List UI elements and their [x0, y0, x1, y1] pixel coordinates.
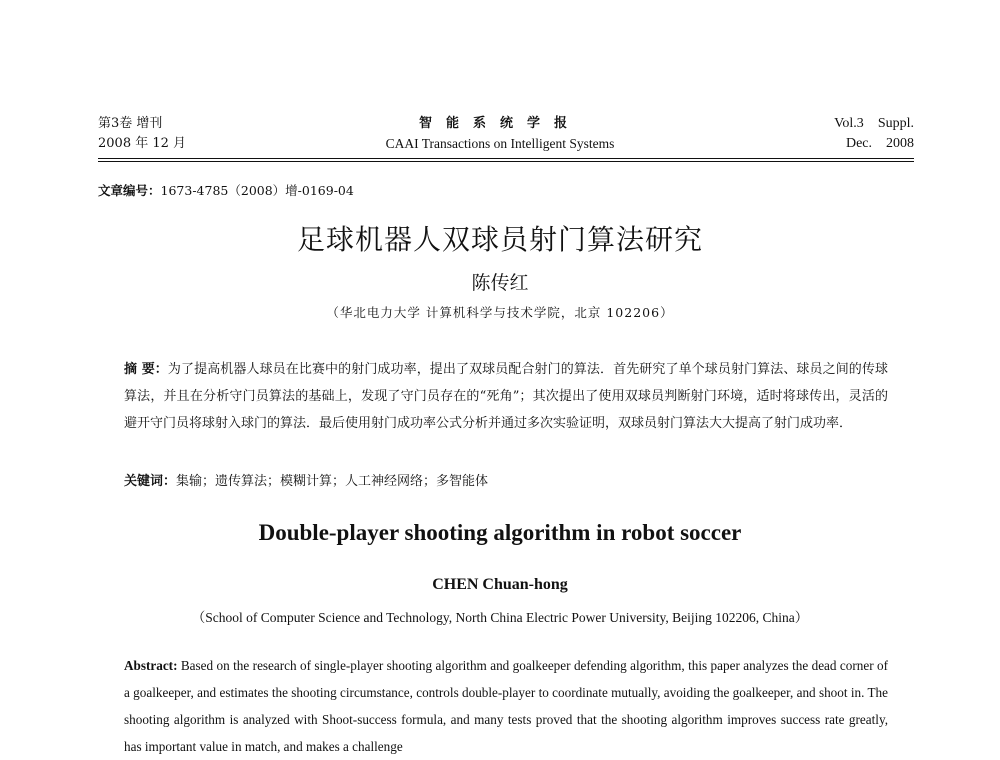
journal-title-cn: 智能系统学报 [418, 116, 581, 131]
keywords-cn-text: 集输；遗传算法；模糊计算；人工神经网络；多智能体 [176, 474, 489, 489]
paper-title-cn: 足球机器人双球员射门算法研究 [296, 223, 703, 256]
journal-title-en: CAAI Transactions on Intelligent Systems [385, 136, 615, 151]
abstract-cn-text: 为了提高机器人球员在比赛中的射门成功率，提出了双球员配合射门的算法．首先研究了单个球员射门算法、球员之间的传球算法，并且在分析守门员算法的基础上，发现了守门员存在的“死角”；其次提出了使用双球员判断射门环境，适时将球传出，灵活的避开守门员将球射入球门的算法．最后使用射门成功率公式分析并通过多次实验证明，双球员射门算法大大提高了射门成功率． [124, 362, 888, 431]
article-number [98, 181, 354, 199]
abstract-en-text: Based on the research of single-player shooting algorithm and goalkeeper defending algorithm, this paper analyzes the dead corner of a goalkeeper, and estimates the shooting circumstance, controls double-player to coordinate mutually, avoiding the goalkeeper, and shoot in. The shooting algorithm is analyzed with Shoot-success formula, and many tests proved that the shooting algorithm improves success rate greatly, has important value in match, and makes a challenge [124, 658, 888, 754]
abstract-en [124, 652, 888, 760]
header-right [820, 114, 914, 154]
header-rule-thin [98, 161, 914, 162]
volume-label: 第3卷 增刊 [98, 116, 163, 131]
affiliation-en: （School of Computer Science and Technology, North China Electric Power University, Beijing 102206, China） [191, 610, 809, 625]
author-en: CHEN Chuan-hong [432, 576, 568, 593]
volume-en: Vol.3 [834, 116, 864, 131]
article-number-label: 文章编号： [98, 183, 161, 198]
paper-title-en: Double-player shooting algorithm in robot soccer [258, 520, 742, 545]
issue-date: 2008 年 12 月 [98, 136, 187, 151]
abstract-cn-label: 摘 要： [124, 362, 168, 377]
year-en: 2008 [886, 136, 914, 151]
affiliation-cn: （华北电力大学 计算机科学与技术学院，北京 102206） [326, 305, 674, 320]
keywords-cn [124, 470, 888, 489]
month-en: Dec. [845, 136, 872, 151]
abstract-en-label: Abstract: [124, 658, 178, 673]
article-number-value: 1673-4785（2008）增-0169-04 [160, 183, 354, 198]
header-rule-thick [98, 158, 914, 159]
suppl-en: Suppl. [877, 116, 914, 131]
keywords-cn-label: 关键词： [124, 474, 177, 489]
author-cn: 陈传红 [471, 272, 529, 294]
abstract-cn [124, 356, 888, 437]
